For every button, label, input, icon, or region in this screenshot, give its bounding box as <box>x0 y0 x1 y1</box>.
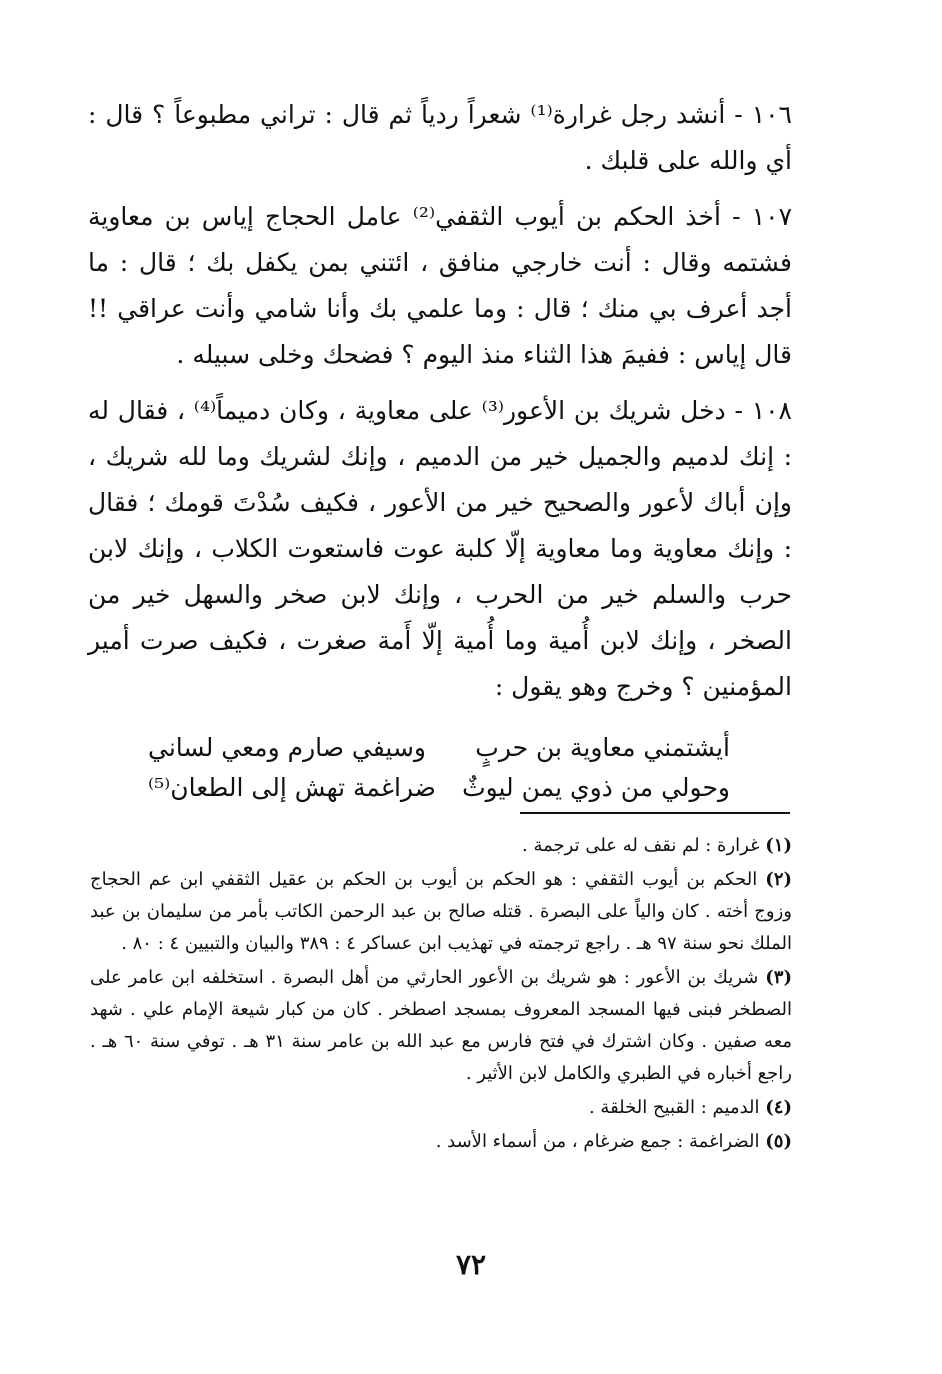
poem-verse <box>148 728 730 768</box>
footnote-text: غرارة : لم نقف له على ترجمة . <box>522 835 760 856</box>
footnote-number: (١) <box>765 835 792 856</box>
paragraph-106: ١٠٦ - أنشد رجل غرارة⁽¹⁾ شعراً ردياً ثم قال : تراني مطبوعاً ؟ قال : أي والله على قلبك . <box>88 100 792 175</box>
footnote-number: (٤) <box>765 1097 792 1118</box>
poem-verse <box>148 768 730 808</box>
footnote-divider <box>520 812 790 814</box>
main-text <box>88 92 792 808</box>
footnote-text: شريك بن الأعور : هو شريك بن الأعور الحارثي من أهل البصرة . استخلفه ابن عامر على الصطخر فبنى فيها المسجد المعروف بمسجد اصطخر . كان من كبار شيعة الإمام علي . شهد معه صفين . وكان اشترك في فتح فارس مع عبد الله بن عامر سنة ٣١ هـ . توفي سنة ٦٠ هـ . راجع أخباره في الطبري والكامل لابن الأثير . <box>90 967 793 1084</box>
footnote-number: (٢) <box>765 869 793 890</box>
poem-hemistich-second: ضراغمة تهش إلى الطعان⁽⁵⁾ <box>148 773 436 802</box>
page-number: ٧٢ <box>455 1248 487 1281</box>
footnote-number: (٣) <box>765 967 792 988</box>
footnote-text: الحكم بن أيوب الثقفي : هو الحكم بن أيوب بن الحكم بن عقيل الثقفي ابن عم الحجاج وزوج أخته . كان والياً على البصرة . قتله صالح بن عبد الرحمن الكاتب بأمر من سليمان بن عبد الملك نحو سنة ٩٧ هـ . راجع ترجمته في تهذيب ابن عساكر ٤ : ٣٨٩ والبيان والتبيين ٤ : ٨٠ . <box>90 869 792 954</box>
footnote-4 <box>90 1092 792 1124</box>
paragraph-107: ١٠٧ - أخذ الحكم بن أيوب الثقفي⁽²⁾ عامل الحجاج إياس بن معاوية فشتمه وقال : أنت خارجي منافق ، ائتني بمن يكفل بك ؛ قال : ما أجد أعرف بي منك ؛ قال : وما علمي بك وأنا شامي وأنت عراقي !! قال إياس : ففيمَ هذا الثناء منذ اليوم ؟ فضحك وخلى سبيله . <box>88 202 793 369</box>
footnote-3 <box>90 962 792 1090</box>
poem-hemistich-first: وحولي من ذوي يمن ليوثٌ <box>462 773 730 802</box>
poem <box>148 728 730 808</box>
poem-hemistich-second: وسيفي صارم ومعي لساني <box>148 733 426 762</box>
footnote-2 <box>90 864 792 960</box>
footnote-number: (٥) <box>765 1131 792 1152</box>
footnote-text: الضراغمة : جمع ضرغام ، من أسماء الأسد . <box>435 1131 760 1152</box>
footnote-text: الدميم : القبيح الخلقة . <box>588 1097 760 1118</box>
poem-hemistich-first: أيشتمني معاوية بن حربٍ <box>475 733 730 762</box>
footnotes <box>90 830 792 1160</box>
footnote-1 <box>90 830 792 862</box>
paragraph-108: ١٠٨ - دخل شريك بن الأعور⁽³⁾ على معاوية ، وكان دميماً⁽⁴⁾ ، فقال له : إنك لدميم والجميل خير من الدميم ، وإنك لشريك وما لله شريك ، وإن أباك لأعور والصحيح خير من الأعور ، فكيف سُدْتَ قومك ؛ فقال : وإنك معاوية وما معاوية إلّا كلبة عوت فاستعوت الكلاب ، وإنك لابن حرب والسلم خير من الحرب ، وإنك لابن صخر والسهل خير من الصخر ، وإنك لابن أُمية وما أُمية إلّا أَمة صغرت ، فكيف صرت أمير المؤمنين ؟ وخرج وهو يقول : <box>88 396 792 701</box>
footnote-5 <box>90 1126 792 1158</box>
